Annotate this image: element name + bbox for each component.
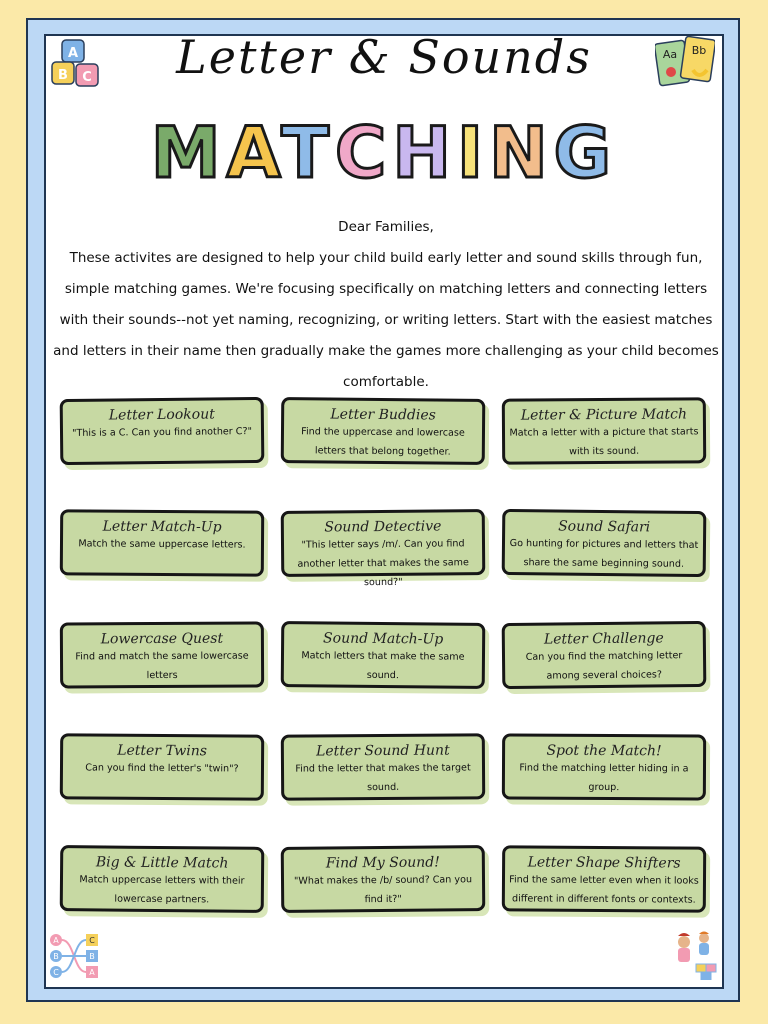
activity-card xyxy=(60,845,265,913)
activity-card xyxy=(60,733,264,800)
activity-card-title: Sound Safari xyxy=(558,518,651,536)
activity-card-description: "This letter says /m/. Can you find another letter that makes the same sound?" xyxy=(297,538,469,589)
title-letter: M xyxy=(150,112,227,194)
title-letter: I xyxy=(457,112,490,194)
match-right-a: A xyxy=(89,968,95,977)
letter-matching-icon xyxy=(48,932,102,982)
match-right-b: B xyxy=(89,952,95,961)
activity-card-description: Find the uppercase and lowercase letters that belong together. xyxy=(301,426,465,458)
activity-card-title: Letter Challenge xyxy=(543,630,664,648)
match-right-c: C xyxy=(89,936,95,945)
activity-card-description: Find and match the same lowercase letters xyxy=(75,650,249,682)
title-letter: C xyxy=(335,112,393,194)
activity-card-title: Sound Detective xyxy=(324,518,442,536)
activity-card xyxy=(281,397,486,465)
title-letter: H xyxy=(392,112,458,194)
activity-card-description: Find the letter that makes the target sound. xyxy=(295,762,471,794)
activity-card-description: "What makes the /b/ sound? Can you find it?" xyxy=(293,874,473,906)
activity-card xyxy=(60,621,264,688)
block-a-label: A xyxy=(67,46,79,61)
activity-card-title: Letter Lookout xyxy=(108,406,215,424)
activity-card-description: Find the matching letter hiding in a group. xyxy=(519,762,689,794)
block-b-label: B xyxy=(58,68,68,83)
activity-card-title: Sound Match-Up xyxy=(323,630,444,648)
activity-card xyxy=(281,845,486,913)
flashcard-bb-label: Bb xyxy=(691,44,707,57)
title-letter: T xyxy=(281,112,336,194)
activity-card-description: Find the same letter even when it looks different in different fonts or contexts. xyxy=(509,874,699,906)
activity-card-description: Match the same uppercase letters. xyxy=(78,538,246,551)
activity-card-title: Letter Match-Up xyxy=(102,518,222,536)
title-letter: A xyxy=(226,112,282,194)
intro-letter xyxy=(52,212,720,398)
match-left-b: B xyxy=(53,952,59,961)
activity-card-title: Letter Buddies xyxy=(330,406,436,424)
activity-card-description: "This is a C. Can you find another C?" xyxy=(71,426,253,439)
activity-card-title: Lowercase Quest xyxy=(100,630,224,648)
activity-card xyxy=(502,509,707,577)
activity-card-description: Match letters that make the same sound. xyxy=(301,650,465,682)
title-letter: N xyxy=(489,112,554,194)
match-left-a: A xyxy=(53,936,59,945)
matching-title xyxy=(0,112,768,194)
activity-card xyxy=(502,621,707,689)
script-title: Letter & Sounds xyxy=(176,30,592,84)
activity-card-description: Can you find the matching letter among several choices? xyxy=(525,650,683,682)
activity-card xyxy=(502,397,706,464)
activity-card-title: Letter & Picture Match xyxy=(520,406,688,424)
activity-card xyxy=(281,733,485,800)
intro-body: These activites are designed to help your child build early letter and sound skills through fun, simple matching games. We're focusing specifically on matching letters and connecting letters with their sounds--not yet naming, recognizing, or writing letters. Start with the easiest matches and letters in their name then gradually make the games more challenging as your child becomes comfortable. xyxy=(53,250,719,390)
activity-card xyxy=(502,733,706,800)
activity-card-description: Match uppercase letters with their lowercase partners. xyxy=(79,874,245,906)
activity-card-title: Spot the Match! xyxy=(546,742,662,760)
kids-hopscotch-icon xyxy=(670,930,722,980)
match-left-c: C xyxy=(53,968,59,977)
flashcard-aa-label: Aa xyxy=(662,48,678,61)
activity-card xyxy=(502,845,706,912)
title-letter: G xyxy=(553,112,618,194)
activity-card-title: Letter Sound Hunt xyxy=(316,742,450,760)
greeting: Dear Families, xyxy=(338,219,434,235)
activity-card-description: Go hunting for pictures and letters that share the same beginning sound. xyxy=(509,538,699,570)
activity-card-title: Letter Shape Shifters xyxy=(527,854,681,872)
activity-card xyxy=(281,509,486,589)
activity-card xyxy=(60,509,264,576)
activity-card xyxy=(281,621,486,689)
activity-card-description: Can you find the letter's "twin"? xyxy=(85,762,239,775)
activity-card-title: Find My Sound! xyxy=(325,854,440,872)
activity-card-title: Big & Little Match xyxy=(95,854,229,872)
activity-card xyxy=(60,397,265,465)
activity-card-description: Match a letter with a picture that starts with its sound. xyxy=(509,426,699,458)
block-c-label: C xyxy=(82,70,92,85)
activity-card-title: Letter Twins xyxy=(117,742,208,760)
